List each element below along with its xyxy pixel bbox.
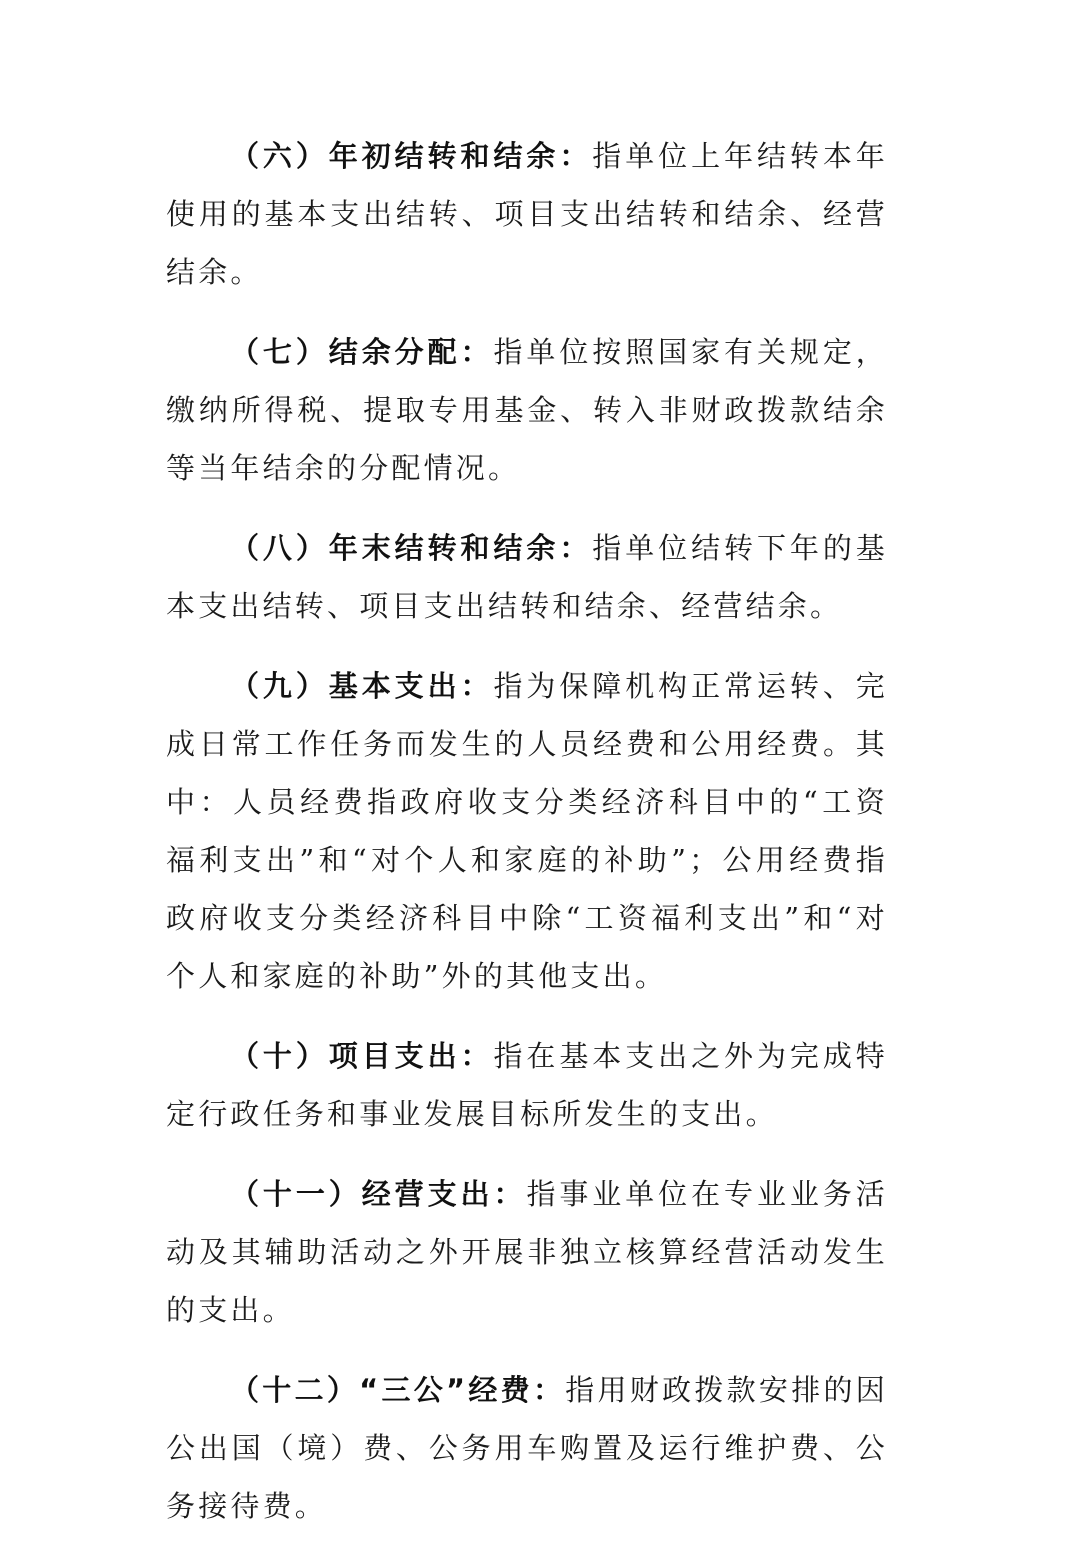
paragraph-carryover-end: [166, 519, 888, 635]
document-body: [166, 127, 888, 1557]
paragraph-carryover-beginning: [166, 127, 888, 301]
definition-carryover-end: 指单位结转下年的基本支出结转、项目支出结转和结余、经营结余。: [166, 531, 888, 623]
definition-operating-expenditure: 指事业单位在专业业务活动及其辅助活动之外开展非独立核算经营活动发生的支出。: [166, 1177, 888, 1327]
term-carryover-end: （八）年末结转和结余：: [230, 531, 593, 565]
paragraph-three-public-expenses: [166, 1361, 888, 1535]
definition-surplus-distribution: 指单位按照国家有关规定，缴纳所得税、提取专用基金、转入非财政拨款结余等当年结余的分配情况。: [166, 335, 888, 485]
term-three-public-expenses: （十二）“三公”经费：: [230, 1373, 566, 1407]
definition-project-expenditure: 指在基本支出之外为完成特定行政任务和事业发展目标所发生的支出。: [166, 1039, 888, 1131]
term-project-expenditure: （十）项目支出：: [230, 1039, 494, 1073]
term-basic-expenditure: （九）基本支出：: [230, 669, 494, 703]
definition-three-public-expenses: 指用财政拨款安排的因公出国（境）费、公务用车购置及运行维护费、公务接待费。: [166, 1373, 888, 1523]
paragraph-surplus-distribution: [166, 323, 888, 497]
term-carryover-beginning: （六）年初结转和结余：: [230, 139, 593, 173]
term-surplus-distribution: （七）结余分配：: [230, 335, 494, 369]
paragraph-basic-expenditure: [166, 657, 888, 1005]
definition-carryover-beginning: 指单位上年结转本年使用的基本支出结转、项目支出结转和结余、经营结余。: [166, 139, 888, 289]
term-operating-expenditure: （十一）经营支出：: [230, 1177, 527, 1211]
paragraph-operating-expenditure: [166, 1165, 888, 1339]
definition-basic-expenditure: 指为保障机构正常运转、完成日常工作任务而发生的人员经费和公用经费。其中：人员经费指政府收支分类经济科目中的“工资福利支出”和“对个人和家庭的补助”；公用经费指政府收支分类经济科目中除“工资福利支出”和“对个人和家庭的补助”外的其他支出。: [166, 669, 888, 993]
paragraph-project-expenditure: [166, 1027, 888, 1143]
